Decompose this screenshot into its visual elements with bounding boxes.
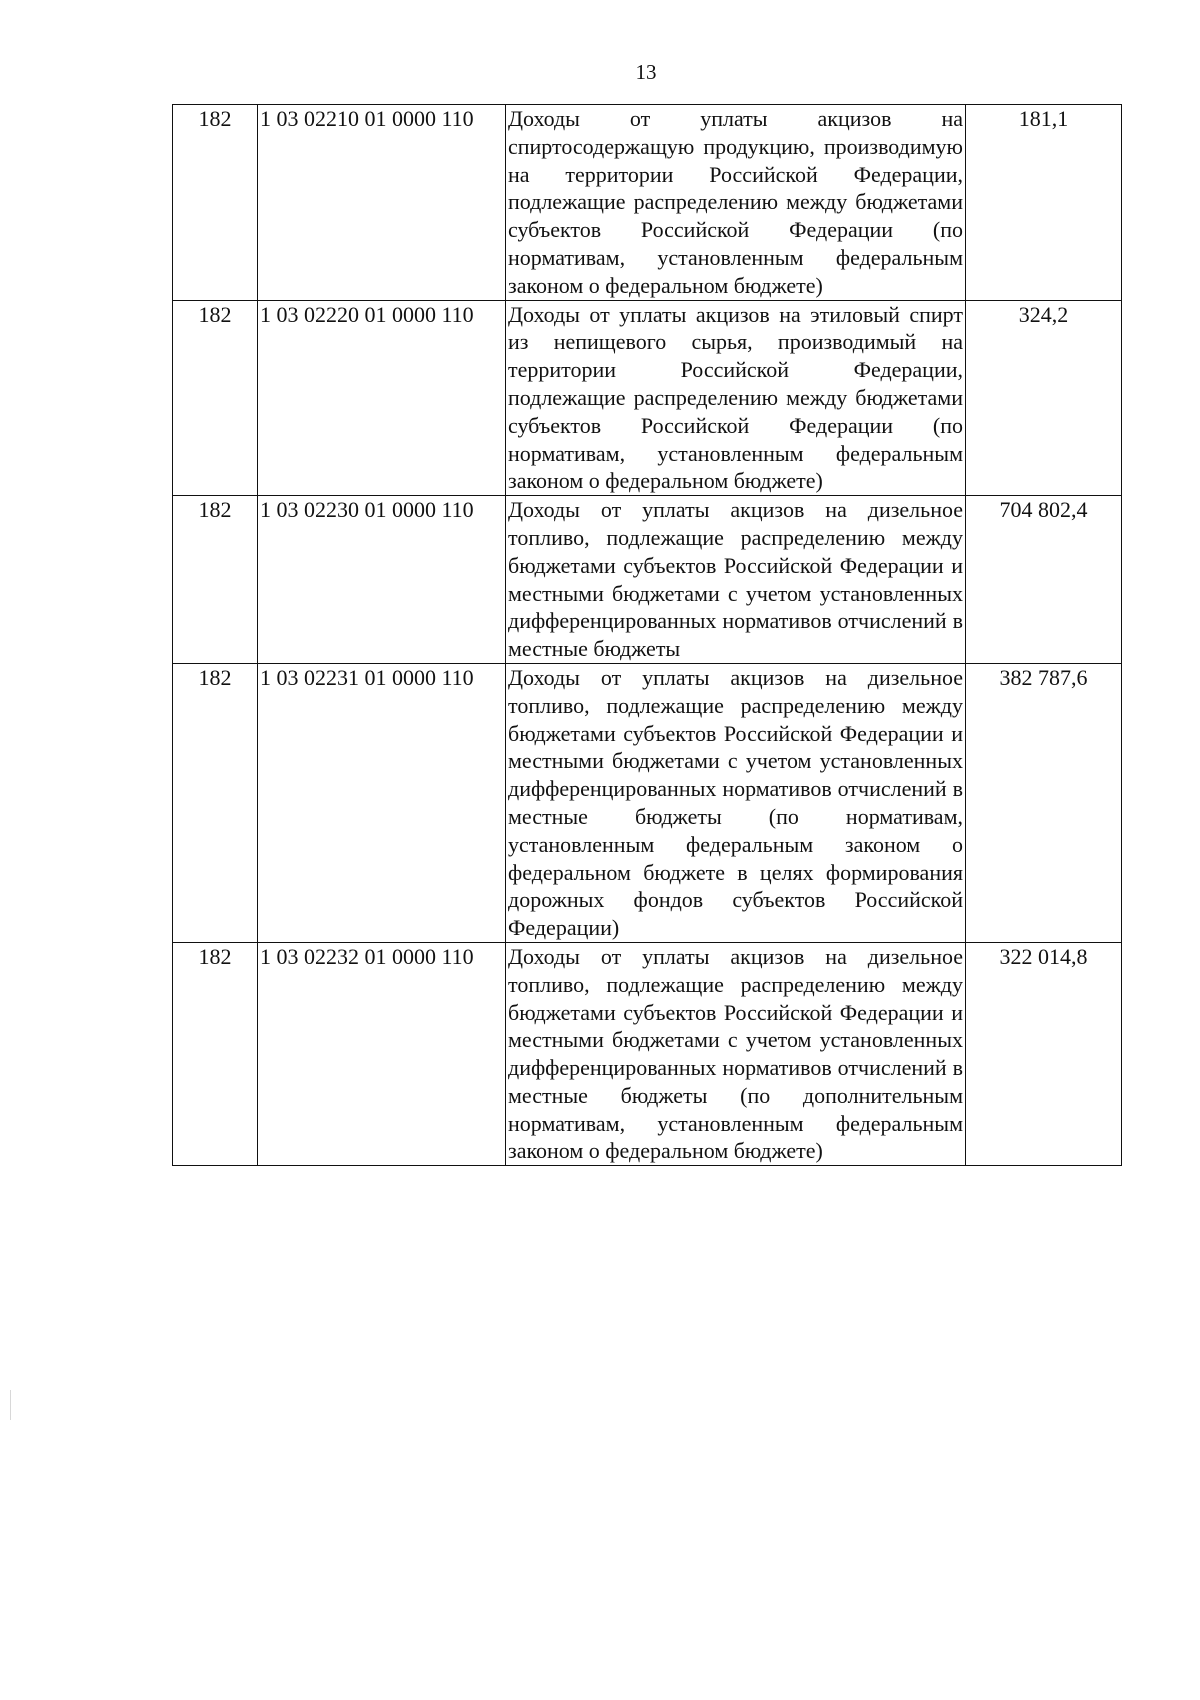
revenue-description: Доходы от уплаты акцизов на спиртосодержащую продукцию, производимую на территории Российской Федерации, подлежащие распределению между бюджетами субъектов Российской Федерации (по нормативам, установленным федеральным законом о федеральном бюджете) xyxy=(506,105,966,301)
budget-classification-code: 1 03 02232 01 0000 110 xyxy=(258,942,506,1165)
table-row xyxy=(173,496,1122,664)
administrator-code: 182 xyxy=(173,496,258,664)
revenue-table xyxy=(172,104,1122,1166)
revenue-description: Доходы от уплаты акцизов на дизельное топливо, подлежащие распределению между бюджетами субъектов Российской Федерации и местными бюджетами с учетом установленных дифференцированных нормативов отчислений в местные бюджеты (по нормативам, установленным федеральным законом о федеральном бюджете в целях формирования дорожных фондов субъектов Российской Федерации) xyxy=(506,663,966,942)
revenue-amount: 324,2 xyxy=(966,300,1122,496)
administrator-code: 182 xyxy=(173,300,258,496)
revenue-description: Доходы от уплаты акцизов на дизельное топливо, подлежащие распределению между бюджетами субъектов Российской Федерации и местными бюджетами с учетом установленных дифференцированных нормативов отчислений в местные бюджеты (по дополнительным нормативам, установленным федеральным законом о федеральном бюджете) xyxy=(506,942,966,1165)
revenue-amount: 382 787,6 xyxy=(966,663,1122,942)
table-row xyxy=(173,300,1122,496)
revenue-description: Доходы от уплаты акцизов на дизельное топливо, подлежащие распределению между бюджетами субъектов Российской Федерации и местными бюджетами с учетом установленных дифференцированных нормативов отчислений в местные бюджеты xyxy=(506,496,966,664)
administrator-code: 182 xyxy=(173,105,258,301)
table-row xyxy=(173,105,1122,301)
revenue-amount: 704 802,4 xyxy=(966,496,1122,664)
budget-classification-code: 1 03 02220 01 0000 110 xyxy=(258,300,506,496)
revenue-table-body xyxy=(173,105,1122,1166)
table-row xyxy=(173,942,1122,1165)
budget-classification-code: 1 03 02231 01 0000 110 xyxy=(258,663,506,942)
revenue-amount: 181,1 xyxy=(966,105,1122,301)
budget-classification-code: 1 03 02210 01 0000 110 xyxy=(258,105,506,301)
revenue-description: Доходы от уплаты акцизов на этиловый спирт из непищевого сырья, производимый на территории Российской Федерации, подлежащие распределению между бюджетами субъектов Российской Федерации (по нормативам, установленным федеральным законом о федеральном бюджете) xyxy=(506,300,966,496)
administrator-code: 182 xyxy=(173,942,258,1165)
budget-classification-code: 1 03 02230 01 0000 110 xyxy=(258,496,506,664)
scan-artifact xyxy=(10,1390,11,1420)
table-row xyxy=(173,663,1122,942)
revenue-amount: 322 014,8 xyxy=(966,942,1122,1165)
administrator-code: 182 xyxy=(173,663,258,942)
page-number: 13 xyxy=(635,60,657,84)
